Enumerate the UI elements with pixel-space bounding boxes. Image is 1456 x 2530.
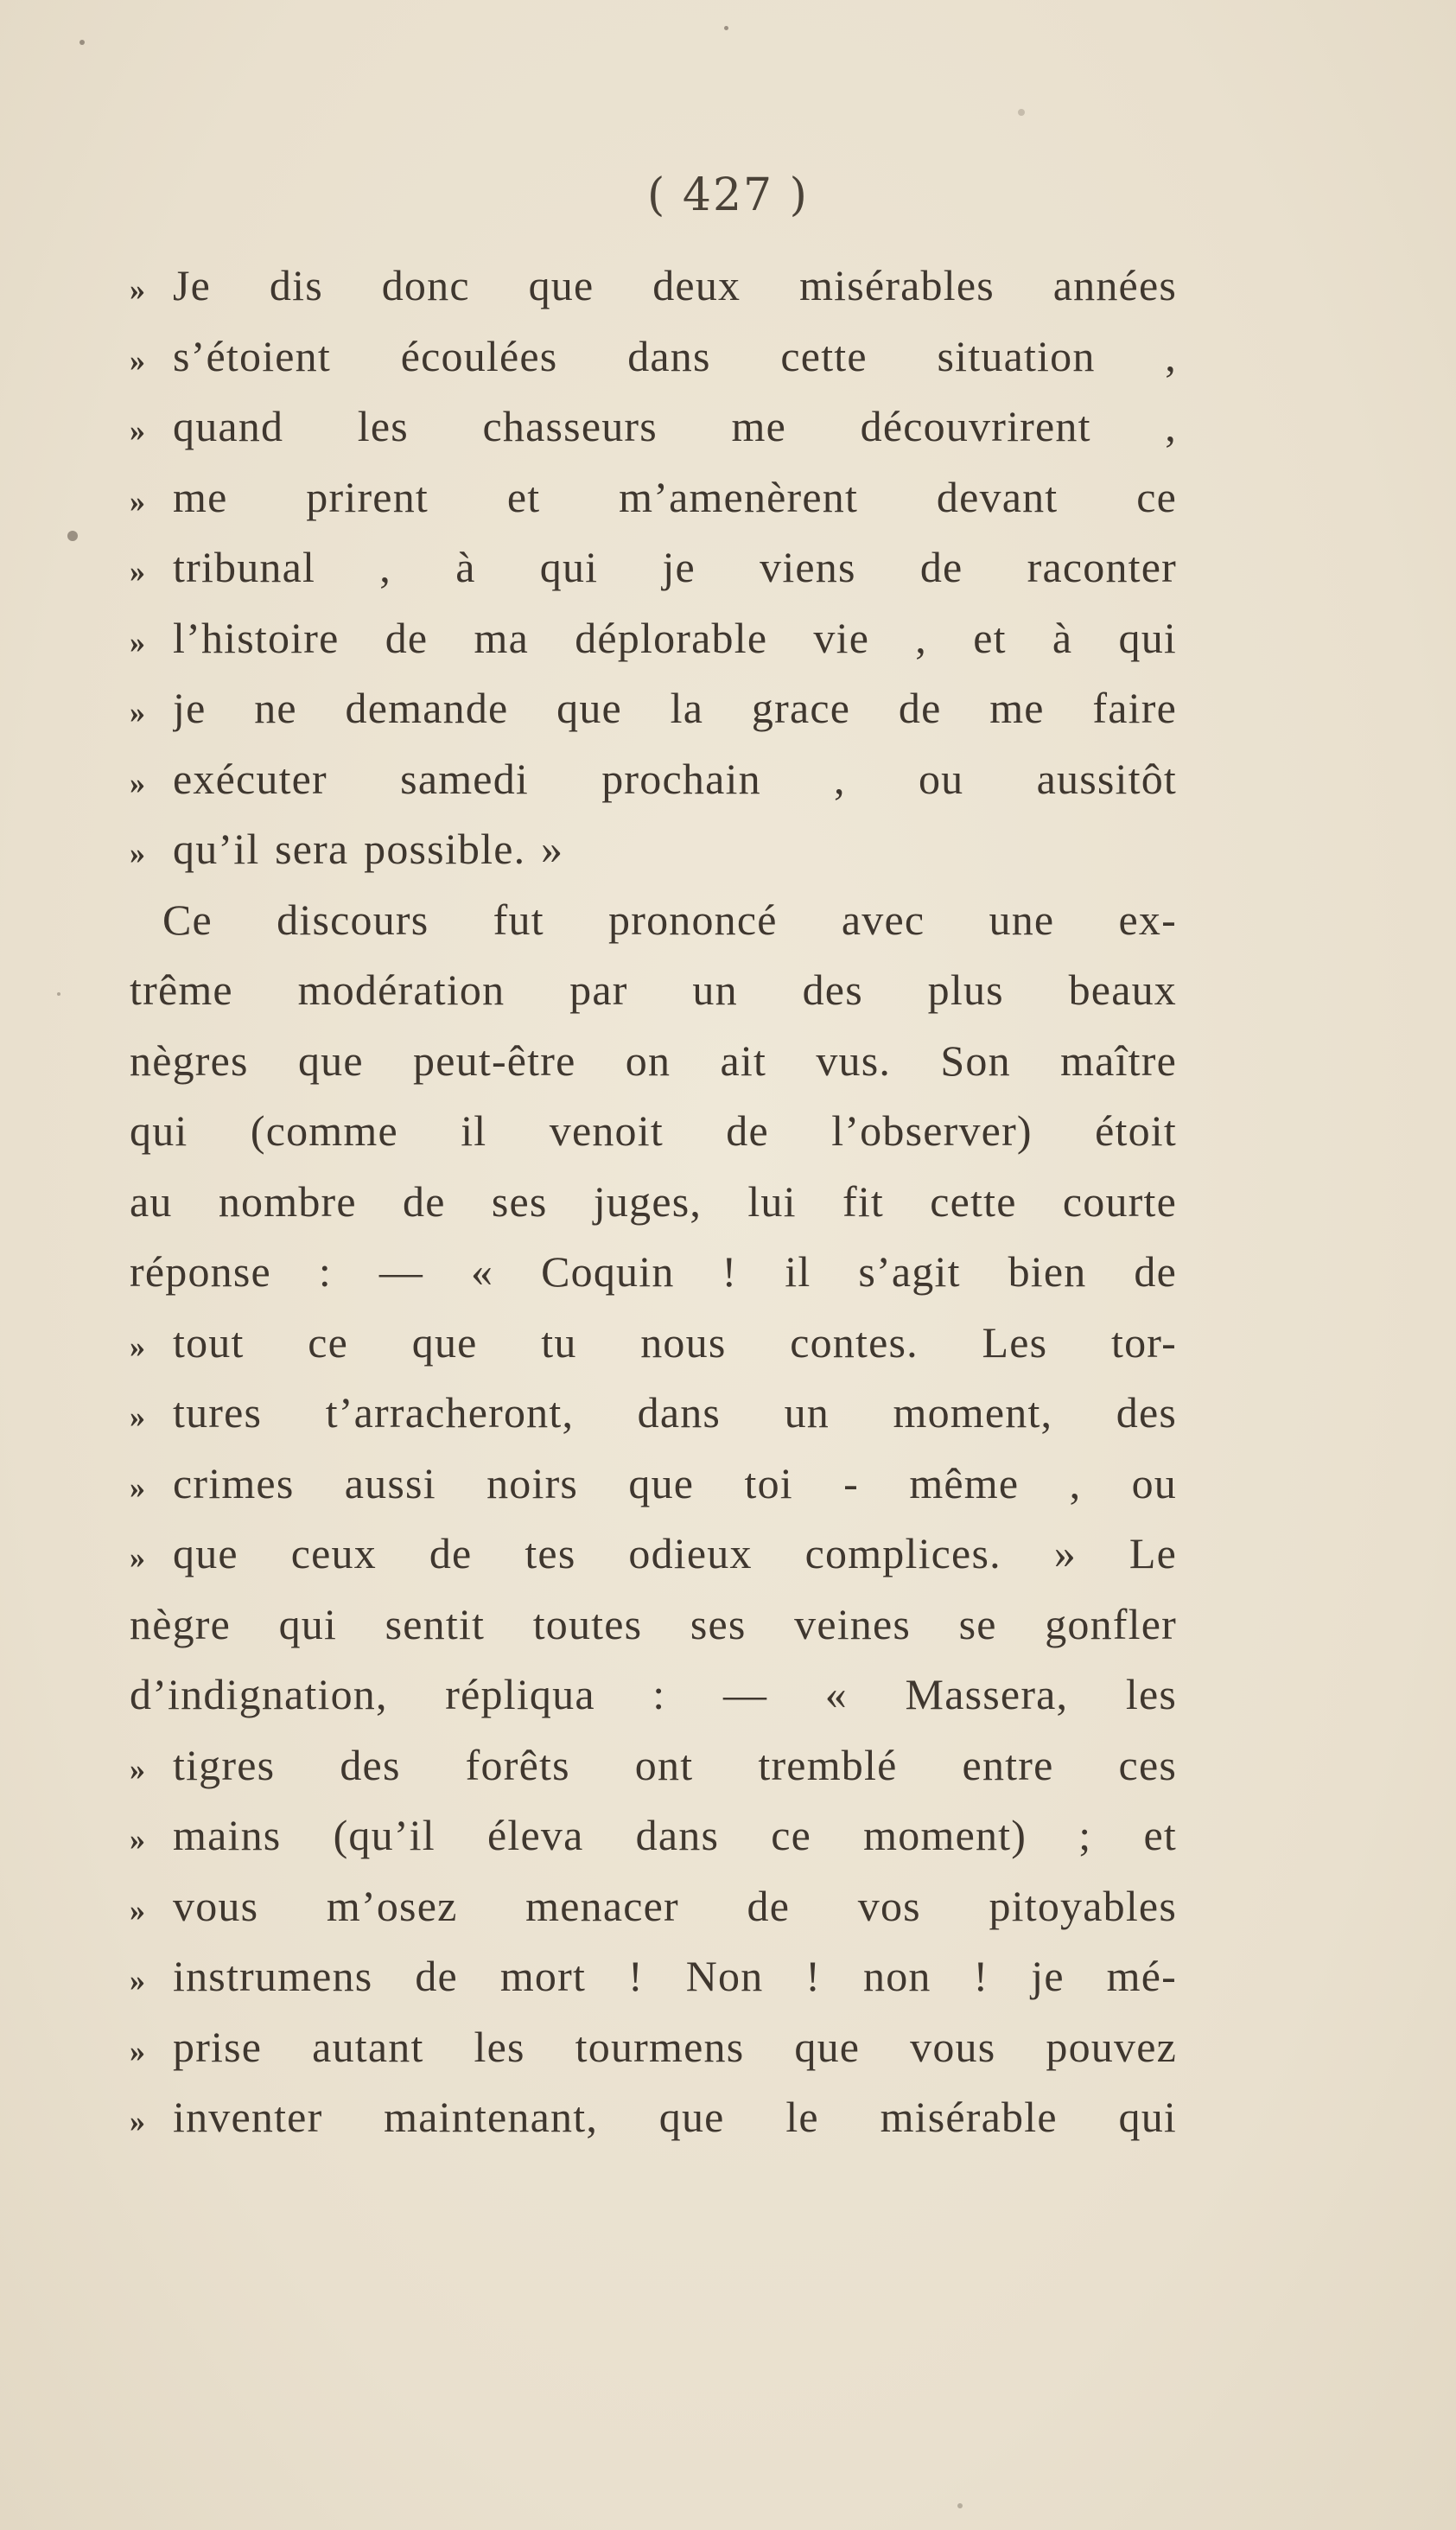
line-text: prise autant les tourmens que vous pouvez (173, 2022, 1177, 2071)
text-line (130, 1519, 1177, 1590)
paper-speck (957, 2503, 963, 2508)
line-text: l’histoire de ma déplorable vie , et à qui (173, 613, 1177, 662)
text-line (130, 744, 1177, 815)
text-line (130, 1308, 1177, 1379)
quote-mark: » (130, 1540, 145, 1575)
quote-mark: » (130, 1892, 145, 1928)
line-text: tout ce que tu nous contes. Les tor- (173, 1317, 1177, 1367)
text-line (130, 1167, 1177, 1238)
quote-mark: » (130, 765, 145, 800)
text-line (130, 2082, 1177, 2153)
text-line (130, 462, 1177, 533)
line-text: Ce discours fut prononcé avec une ex- (162, 895, 1177, 944)
paper-speck (79, 40, 85, 45)
text-line (130, 1237, 1177, 1308)
text-line (130, 532, 1177, 603)
line-text: exécuter samedi prochain , ou aussitôt (173, 754, 1177, 803)
text-line (130, 1730, 1177, 1801)
line-text: me prirent et m’amenèrent devant ce (173, 472, 1177, 521)
text-line (130, 1660, 1177, 1730)
text-line (130, 1096, 1177, 1167)
line-text: inventer maintenant, que le misérable qui (173, 2093, 1177, 2141)
body-text (130, 251, 1177, 2153)
line-text: trême modération par un des plus beaux (130, 965, 1177, 1014)
paper-speck (57, 992, 60, 996)
line-text: quand les chasseurs me découvrirent , (173, 402, 1177, 450)
line-text: tigres des forêts ont tremblé entre ces (173, 1740, 1177, 1789)
line-text: d’indignation, répliqua : — « Massera, les (130, 1670, 1177, 1718)
line-text: tribunal , à qui je viens de raconter (173, 543, 1177, 591)
text-line (130, 603, 1177, 674)
line-text: Je dis donc que deux misérables années (173, 261, 1177, 309)
quote-mark: » (130, 1751, 145, 1787)
text-line (130, 1590, 1177, 1660)
quote-mark: » (130, 2104, 145, 2138)
line-text: réponse : — « Coquin ! il s’agit bien de (130, 1247, 1177, 1296)
text-line (130, 2012, 1177, 2083)
paper-speck (1018, 109, 1025, 116)
quote-mark: » (130, 1963, 145, 1998)
text-line (130, 1378, 1177, 1449)
text-line (130, 1449, 1177, 1520)
line-text: s’étoient écoulées dans cette situation , (173, 331, 1177, 380)
quote-mark: » (130, 1329, 145, 1364)
text-line (130, 955, 1177, 1026)
quote-mark: » (130, 554, 145, 589)
text-line (130, 1800, 1177, 1871)
line-text: qui (comme il venoit de l’observer) étoit (130, 1106, 1177, 1155)
quote-mark: » (130, 695, 145, 730)
line-text: je ne demande que la grace de me faire (173, 684, 1177, 732)
line-text: mains (qu’il éleva dans ce moment) ; et (173, 1811, 1177, 1859)
quote-mark: » (130, 272, 145, 307)
line-text: nègre qui sentit toutes ses veines se gonfler (130, 1599, 1177, 1648)
quote-mark: » (130, 413, 145, 448)
text-line (130, 814, 1177, 885)
text-line (130, 1026, 1177, 1097)
text-line (130, 322, 1177, 392)
text-line (130, 251, 1177, 322)
paper-speck (724, 26, 728, 30)
line-text: instrumens de mort ! Non ! non ! je mé- (173, 1952, 1177, 2000)
line-text: crimes aussi noirs que toi - même , ou (173, 1458, 1177, 1507)
quote-mark: » (130, 483, 145, 519)
quote-mark: » (130, 1469, 145, 1505)
quote-mark: » (130, 1822, 145, 1857)
quote-mark: » (130, 624, 145, 660)
page-number: ( 427 ) (647, 169, 809, 221)
line-text: que ceux de tes odieux complices. » Le (173, 1529, 1177, 1577)
line-text: vous m’osez menacer de vos pitoyables (173, 1881, 1177, 1930)
line-text: nègres que peut-être on ait vus. Son maître (130, 1036, 1177, 1085)
quote-mark: » (130, 342, 145, 378)
quote-mark: » (130, 2033, 145, 2068)
text-line (130, 392, 1177, 462)
line-text: qu’il sera possible. » (173, 825, 564, 873)
quote-mark: » (130, 1399, 145, 1434)
text-line (130, 1871, 1177, 1942)
text-line (130, 1941, 1177, 2012)
text-line (130, 673, 1177, 744)
text-line (130, 885, 1177, 956)
line-text: au nombre de ses juges, lui fit cette courte (130, 1176, 1177, 1226)
paper-speck (67, 531, 78, 541)
line-text: tures t’arracheront, dans un moment, des (173, 1388, 1177, 1437)
quote-mark: » (130, 836, 145, 870)
